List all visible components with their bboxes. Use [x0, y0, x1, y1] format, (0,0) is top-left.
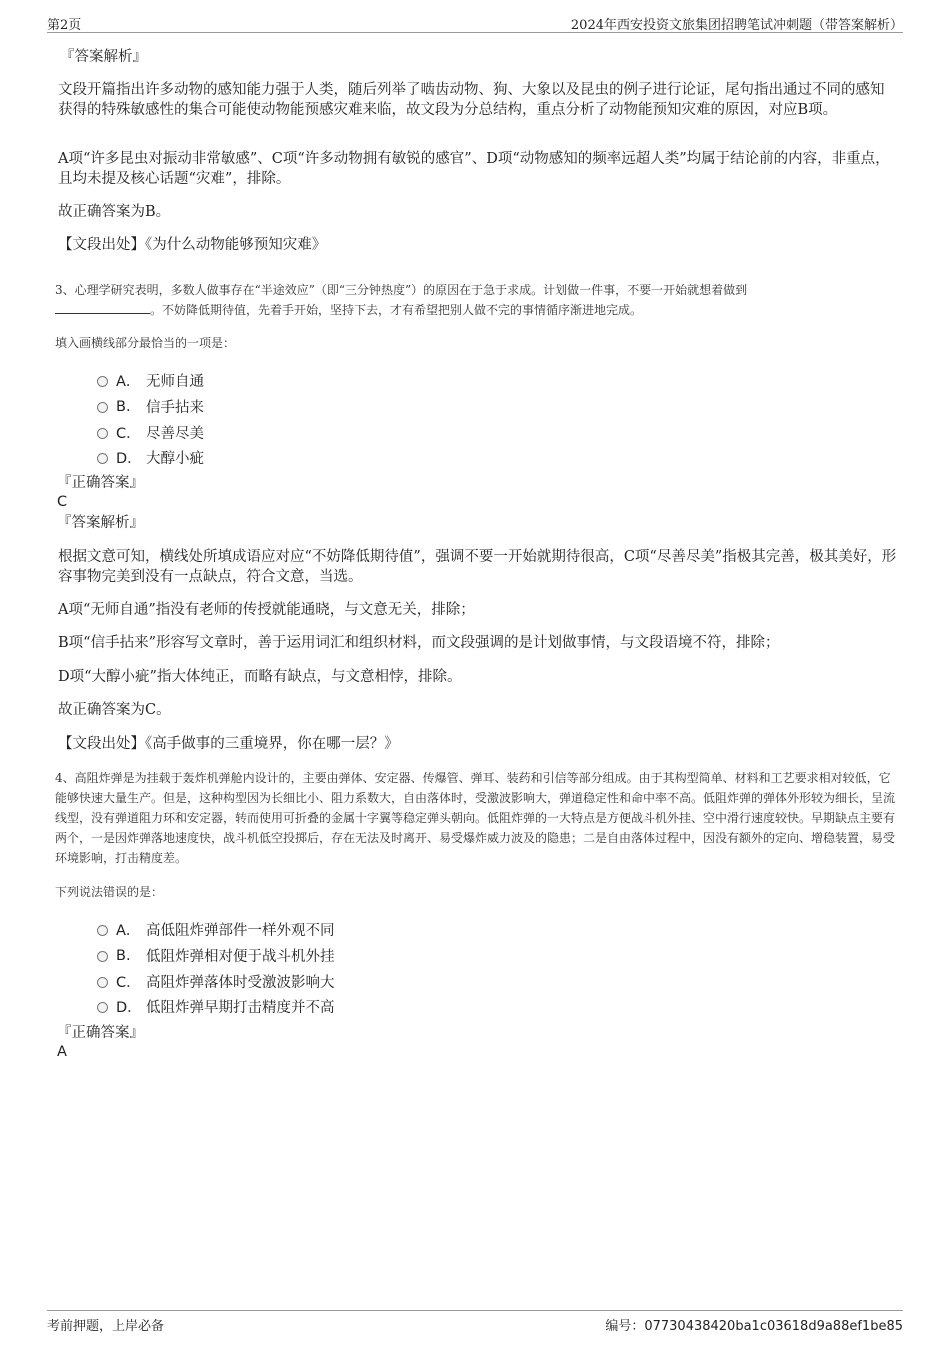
option-text: 低阻炸弹早期打击精度并不高	[146, 1000, 335, 1016]
q2-analysis-p1: 文段开篇指出许多动物的感知能力强于人类，随后列举了啮齿动物、狗、大象以及昆虫的例子进行论证，尾句指出通过不同的感知获得的特殊敏感性的集合可能使动物能预感灾难来临，故文段为分总结构，重点分析了动物能预知灾难的原因，对应B项。	[58, 82, 885, 118]
footer-code-value: 07730438420ba1c03618d9a88ef1be85	[644, 1319, 903, 1334]
footer-code	[605, 1315, 903, 1334]
option-text: 尽善尽美	[146, 426, 204, 442]
q3-stem-part1: 3、心理学研究表明，多数人做事存在“半途效应”（即“三分钟热度”）的原因在于急于求成。计划做一件事，不要一开始就想着做到	[55, 283, 748, 297]
q2-analysis-p2: A项“许多昆虫对振动非常敏感”、C项“许多动物拥有敏锐的感官”、D项“动物感知的频率远超人类”均属于结论前的内容，非重点，且均未提及核心话题“灾难”，排除。	[58, 151, 890, 187]
option-letter: C．	[116, 426, 141, 442]
footer-code-label: 编号：	[605, 1319, 645, 1334]
radio-icon[interactable]	[97, 977, 108, 988]
radio-icon[interactable]	[97, 402, 108, 413]
q2-analysis-conclusion: 故正确答案为B。	[58, 204, 171, 220]
q2-source: 【文段出处】《为什么动物能够预知灾难》	[58, 237, 327, 253]
q3-analysis-p2: A项“无师自通”指没有老师的传授就能通晓，与文意无关，排除；	[58, 602, 475, 618]
header-divider	[47, 32, 903, 33]
q4-prompt: 下列说法错误的是：	[55, 885, 164, 899]
q3-option-a[interactable]	[97, 370, 204, 391]
q3-analysis-p1: 根据文意可知，横线处所填成语应对应“不妨降低期待值”，强调不要一开始就期待很高，C项“尽善尽美”指极其完善，极其美好，形容事物完美到没有一点缺点，符合文意，当选。	[58, 549, 897, 585]
option-text: 信手拈来	[146, 400, 204, 416]
q3-option-b[interactable]	[97, 396, 204, 417]
q3-blank-line	[55, 301, 150, 314]
radio-icon[interactable]	[97, 925, 108, 936]
q3-stem-part2: 。不妨降低期待值，先着手开始，坚持下去，才有希望把别人做不完的事情循序渐进地完成。	[150, 303, 643, 317]
radio-icon[interactable]	[97, 1002, 108, 1013]
option-text: 高低阻炸弹部件一样外观不同	[146, 923, 335, 939]
option-text: 无师自通	[146, 374, 204, 390]
q3-analysis-label: 『答案解析』	[57, 515, 144, 531]
q4-option-a[interactable]	[97, 919, 335, 940]
q4-stem: 4、高阻炸弹是为挂载于轰炸机弹舱内设计的，主要由弹体、安定器、传爆管、弹耳、装药和引信等部分组成。由于其构型简单、材料和工艺要求相对较低，它能够快速大量生产。但是，这种构型因为长细比小、阻力系数大，自由落体时，受激波影响大，弹道稳定性和命中率不高。低阻炸弹的弹体外形较为细长，呈流线型，没有弹道阻力环和安定器，转而使用可折叠的金属十字翼等稳定弹头朝向。低阻炸弹的一大特点是方便战斗机外挂、空中滑行速度较快。早期缺点主要有两个，一是因炸弹落地速度快，战斗机低空投掷后，存在无法及时离开、易受爆炸威力波及的隐患；二是自由落体过程中，因没有额外的定向、增稳装置，易受环境影响，打击精度差。	[55, 771, 896, 865]
q4-option-d[interactable]	[97, 996, 335, 1017]
option-letter: A．	[116, 923, 141, 939]
radio-icon[interactable]	[97, 428, 108, 439]
footer-slogan: 考前押题，上岸必备	[47, 1319, 165, 1334]
option-text: 高阻炸弹落体时受激波影响大	[146, 975, 335, 991]
q4-correct-label: 『正确答案』	[57, 1025, 144, 1041]
option-letter: A．	[116, 374, 141, 390]
option-text: 大醇小疵	[146, 451, 204, 467]
q3-analysis-p4: D项“大醇小疵”指大体纯正，而略有缺点，与文意相悖，排除。	[58, 669, 462, 685]
radio-icon[interactable]	[97, 376, 108, 387]
q3-prompt: 填入画横线部分最恰当的一项是：	[55, 336, 236, 350]
option-text: 低阻炸弹相对便于战斗机外挂	[146, 949, 335, 965]
radio-icon[interactable]	[97, 951, 108, 962]
q4-option-b[interactable]	[97, 945, 335, 966]
option-letter: D．	[116, 451, 142, 467]
q3-option-d[interactable]	[97, 447, 204, 468]
option-letter: B.	[116, 947, 131, 964]
q3-correct-answer: C	[57, 494, 68, 510]
q4-option-c[interactable]	[97, 971, 335, 992]
option-letter: B.	[116, 398, 131, 415]
q3-analysis-p3: B项“信手拈来”形容写文章时，善于运用词汇和组织材料，而文段强调的是计划做事情，与文段语境不符，排除；	[58, 635, 780, 651]
q3-source: 【文段出处】《高手做事的三重境界，你在哪一层？》	[58, 736, 399, 752]
q3-analysis-conclusion: 故正确答案为C。	[58, 702, 171, 718]
option-letter: C．	[116, 975, 141, 991]
q3-correct-label: 『正确答案』	[57, 475, 144, 491]
page-number: 第2页	[47, 18, 82, 33]
q4-correct-answer: A	[57, 1044, 67, 1060]
document-title: 2024年西安投资文旅集团招聘笔试冲刺题（带答案解析）	[570, 18, 903, 33]
q3-option-c[interactable]	[97, 422, 204, 443]
option-letter: D．	[116, 1000, 142, 1016]
q2-analysis-label: 『答案解析』	[60, 49, 147, 65]
radio-icon[interactable]	[97, 453, 108, 464]
q3-stem	[55, 280, 895, 320]
footer-divider	[47, 1310, 903, 1311]
